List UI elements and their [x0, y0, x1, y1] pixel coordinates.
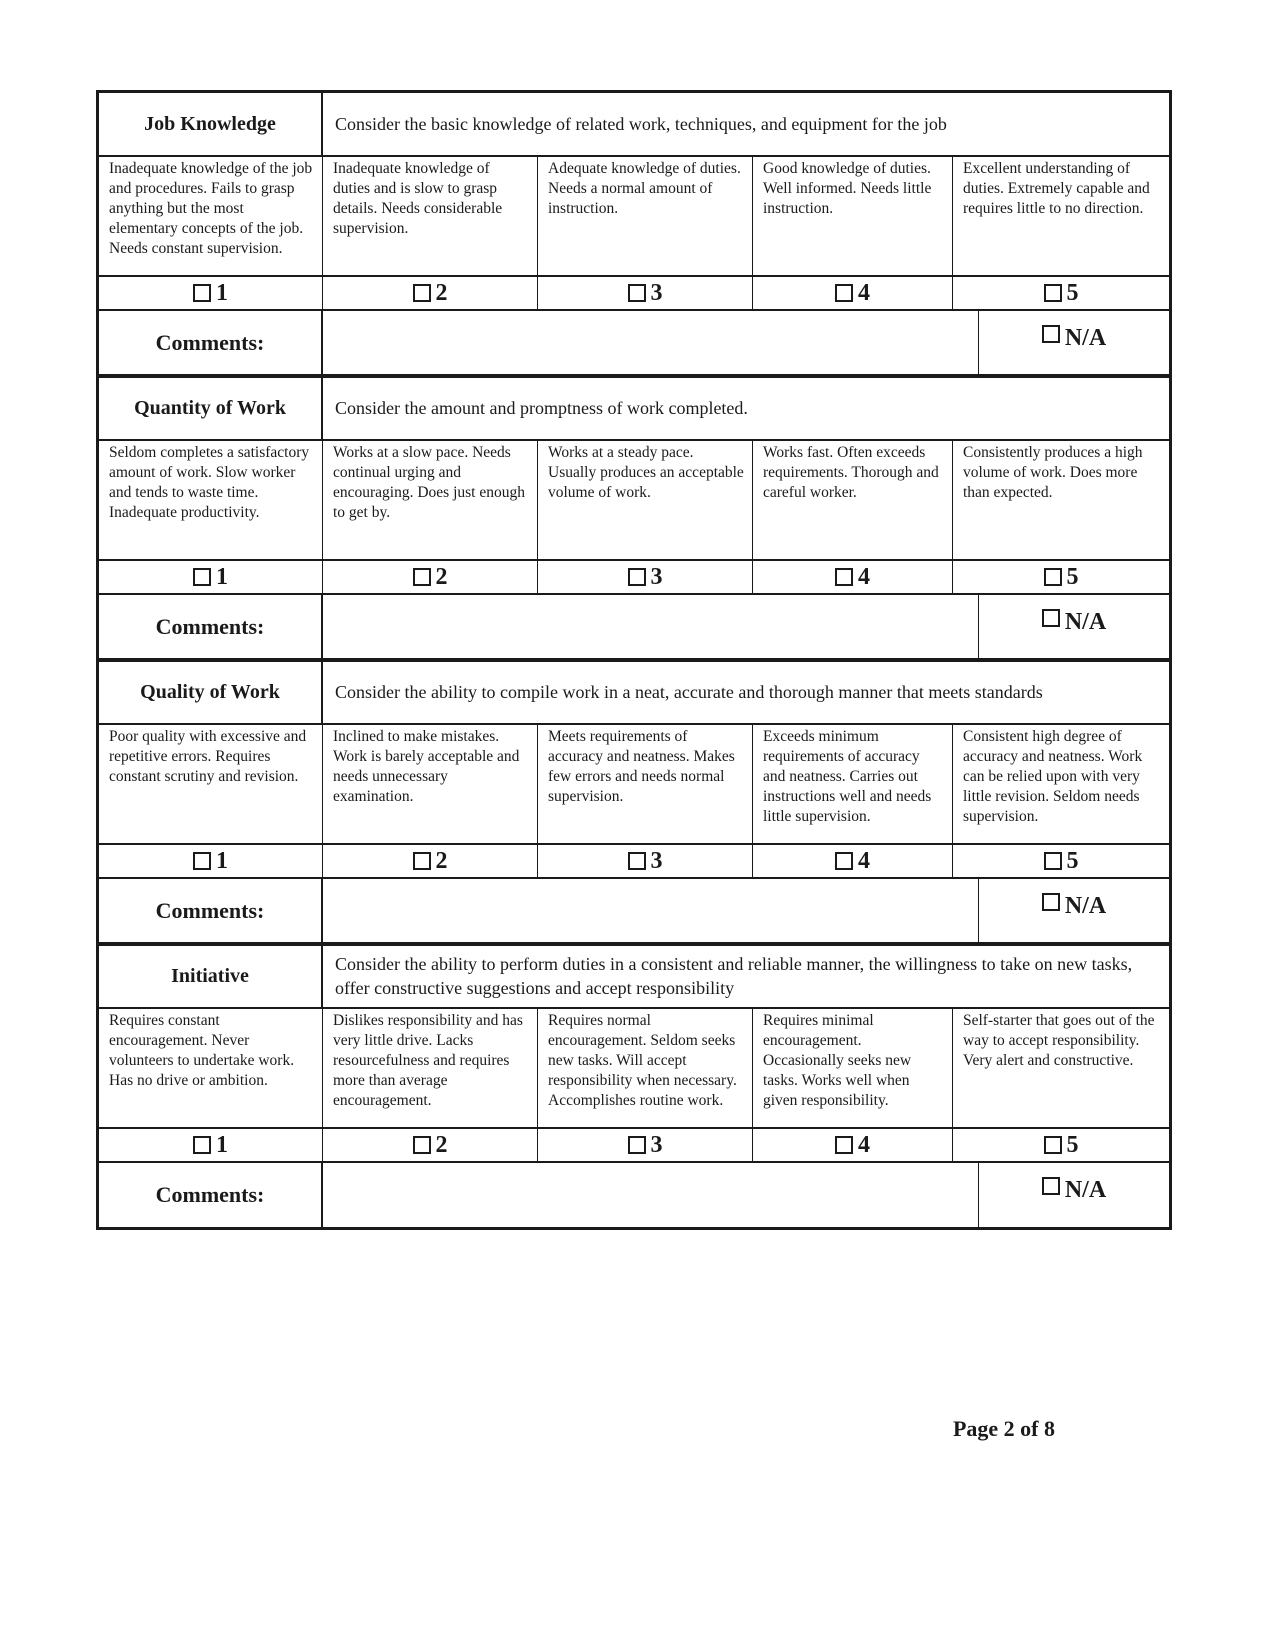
rating-row: [99, 1129, 1169, 1163]
level-5-description: Excellent understanding of duties. Extremely capable and requires little to no direction.: [963, 160, 1150, 217]
checkbox-icon[interactable]: [193, 1136, 211, 1154]
rating-row: [99, 845, 1169, 879]
rating-option-4[interactable]: [753, 1129, 953, 1161]
level-1-description: Seldom completes a satisfactory amount of work. Slow worker and tends to waste time. Inadequate productivity.: [99, 441, 323, 559]
rating-label: 4: [858, 1131, 870, 1158]
level-1-description: Poor quality with excessive and repetitive errors. Requires constant scrutiny and revision.: [99, 725, 323, 843]
rating-option-4[interactable]: [753, 561, 953, 593]
na-option[interactable]: [979, 1163, 1169, 1227]
section-header: [99, 945, 1169, 1009]
checkbox-icon[interactable]: [193, 568, 211, 586]
section-description: Consider the ability to perform duties in a consistent and reliable manner, the willingness to take on new tasks, offer constructive suggestions and accept responsibility: [335, 954, 1133, 998]
checkbox-icon[interactable]: [193, 284, 211, 302]
na-option[interactable]: [979, 311, 1169, 375]
na-label: N/A: [1064, 609, 1107, 635]
rating-option-2[interactable]: [323, 845, 538, 877]
rating-label: 2: [435, 279, 448, 306]
rating-option-5[interactable]: [953, 845, 1169, 877]
level-2-description: Inclined to make mistakes. Work is barely acceptable and needs unnecessary examination.: [323, 725, 538, 843]
level-descriptions: [99, 441, 1169, 561]
rating-label: 1: [216, 847, 228, 874]
comments-field[interactable]: [323, 1163, 979, 1227]
comments-field[interactable]: [323, 879, 979, 943]
comments-field[interactable]: [323, 595, 979, 659]
comments-label: Comments:: [99, 311, 323, 375]
section-quantity-of-work: [96, 374, 1172, 662]
comments-row: [99, 595, 1169, 659]
checkbox-icon[interactable]: [413, 284, 431, 302]
level-5-description: Consistently produces a high volume of work. Does more than expected.: [963, 444, 1143, 501]
rating-label: 3: [650, 847, 663, 874]
checkbox-icon[interactable]: [1044, 852, 1062, 870]
comments-label: Comments:: [99, 595, 323, 659]
rating-row: [99, 277, 1169, 311]
checkbox-icon[interactable]: [628, 852, 646, 870]
rating-option-5[interactable]: [953, 561, 1169, 593]
rating-option-1[interactable]: [99, 561, 323, 593]
section-title: Quantity of Work: [99, 377, 323, 439]
comments-field[interactable]: [323, 311, 979, 375]
level-5-description: Self-starter that goes out of the way to accept responsibility. Very alert and constructive.: [963, 1012, 1155, 1069]
level-1-description: Requires constant encouragement. Never volunteers to undertake work. Has no drive or ambition.: [99, 1009, 323, 1127]
na-option[interactable]: [979, 595, 1169, 659]
rating-label: 4: [858, 847, 870, 874]
rating-option-4[interactable]: [753, 845, 953, 877]
rating-label: 5: [1066, 279, 1079, 306]
rating-option-5[interactable]: [953, 1129, 1169, 1161]
rating-label: 5: [1066, 1131, 1079, 1158]
checkbox-icon[interactable]: [835, 1136, 853, 1154]
checkbox-icon[interactable]: [835, 852, 853, 870]
section-header: [99, 661, 1169, 725]
checkbox-icon[interactable]: [628, 1136, 646, 1154]
rating-label: 5: [1066, 563, 1079, 590]
section-description: Consider the ability to compile work in a neat, accurate and thorough manner that meets standards: [335, 682, 1043, 702]
comments-row: [99, 311, 1169, 375]
rating-label: 2: [435, 847, 448, 874]
rating-option-2[interactable]: [323, 561, 538, 593]
section-title: Initiative: [99, 945, 323, 1007]
checkbox-icon[interactable]: [413, 1136, 431, 1154]
section-header: [99, 377, 1169, 441]
level-2-description: Works at a slow pace. Needs continual urging and encouraging. Does just enough to get by.: [323, 441, 538, 559]
level-3-description: Meets requirements of accuracy and neatness. Makes few errors and needs normal supervision.: [538, 725, 753, 843]
comments-label: Comments:: [99, 1163, 323, 1227]
rating-label: 2: [435, 1131, 448, 1158]
rating-label: 4: [858, 563, 870, 590]
rating-option-2[interactable]: [323, 1129, 538, 1161]
rating-row: [99, 561, 1169, 595]
rating-label: 1: [216, 279, 228, 306]
level-5-description: Consistent high degree of accuracy and neatness. Work can be relied upon with very little revision. Seldom needs supervision.: [963, 728, 1143, 825]
checkbox-icon[interactable]: [413, 852, 431, 870]
rating-label: 3: [650, 563, 663, 590]
section-job-knowledge: [96, 90, 1172, 378]
rating-option-1[interactable]: [99, 845, 323, 877]
level-descriptions: [99, 1009, 1169, 1129]
level-4-description: Requires minimal encouragement. Occasionally seeks new tasks. Works well when given responsibility.: [753, 1009, 953, 1127]
rating-option-2[interactable]: [323, 277, 538, 309]
rating-option-5[interactable]: [953, 277, 1169, 309]
level-descriptions: [99, 725, 1169, 845]
checkbox-icon[interactable]: [1044, 284, 1062, 302]
checkbox-icon[interactable]: [193, 852, 211, 870]
section-description: Consider the basic knowledge of related work, techniques, and equipment for the job: [335, 114, 947, 134]
checkbox-icon[interactable]: [1042, 325, 1060, 343]
level-3-description: Adequate knowledge of duties. Needs a normal amount of instruction.: [538, 157, 753, 275]
rating-label: 2: [435, 563, 448, 590]
level-3-description: Works at a steady pace. Usually produces an acceptable volume of work.: [538, 441, 753, 559]
na-label: N/A: [1064, 325, 1107, 351]
rating-label: 3: [650, 279, 663, 306]
rating-option-3[interactable]: [538, 277, 753, 309]
checkbox-icon[interactable]: [1042, 893, 1060, 911]
checkbox-icon[interactable]: [835, 284, 853, 302]
rating-option-3[interactable]: [538, 845, 753, 877]
rating-label: 3: [650, 1131, 663, 1158]
checkbox-icon[interactable]: [1042, 1177, 1060, 1195]
level-4-description: Works fast. Often exceeds requirements. Thorough and careful worker.: [753, 441, 953, 559]
level-3-description: Requires normal encouragement. Seldom seeks new tasks. Will accept responsibility when necessary. Accomplishes routine work.: [538, 1009, 753, 1127]
checkbox-icon[interactable]: [1042, 609, 1060, 627]
rating-option-1[interactable]: [99, 1129, 323, 1161]
na-option[interactable]: [979, 879, 1169, 943]
checkbox-icon[interactable]: [628, 568, 646, 586]
rating-option-3[interactable]: [538, 561, 753, 593]
level-2-description: Inadequate knowledge of duties and is slow to grasp details. Needs considerable supervision.: [323, 157, 538, 275]
comments-row: [99, 1163, 1169, 1227]
comments-label: Comments:: [99, 879, 323, 943]
section-header: [99, 93, 1169, 157]
page-number: Page 2 of 8: [952, 1416, 1055, 1441]
section-initiative: [96, 942, 1172, 1230]
level-1-description: Inadequate knowledge of the job and procedures. Fails to grasp anything but the most elementary concepts of the job. Needs constant supervision.: [99, 157, 323, 275]
checkbox-icon[interactable]: [835, 568, 853, 586]
rating-option-4[interactable]: [753, 277, 953, 309]
na-label: N/A: [1064, 893, 1107, 919]
rating-label: 1: [216, 1131, 228, 1158]
checkbox-icon[interactable]: [1044, 1136, 1062, 1154]
level-4-description: Good knowledge of duties. Well informed. Needs little instruction.: [753, 157, 953, 275]
rating-label: 1: [216, 563, 228, 590]
section-description: Consider the amount and promptness of work completed.: [335, 398, 748, 418]
comments-row: [99, 879, 1169, 943]
na-label: N/A: [1064, 1177, 1107, 1203]
section-title: Quality of Work: [99, 661, 323, 723]
rating-label: 5: [1066, 847, 1079, 874]
rating-label: 4: [858, 279, 870, 306]
checkbox-icon[interactable]: [1044, 568, 1062, 586]
rating-option-1[interactable]: [99, 277, 323, 309]
section-title: Job Knowledge: [99, 93, 323, 155]
checkbox-icon[interactable]: [628, 284, 646, 302]
rating-option-3[interactable]: [538, 1129, 753, 1161]
level-descriptions: [99, 157, 1169, 277]
level-2-description: Dislikes responsibility and has very little drive. Lacks resourcefulness and requires more than average encouragement.: [323, 1009, 538, 1127]
level-4-description: Exceeds minimum requirements of accuracy and neatness. Carries out instructions well and needs little supervision.: [753, 725, 953, 843]
checkbox-icon[interactable]: [413, 568, 431, 586]
section-quality-of-work: [96, 658, 1172, 946]
